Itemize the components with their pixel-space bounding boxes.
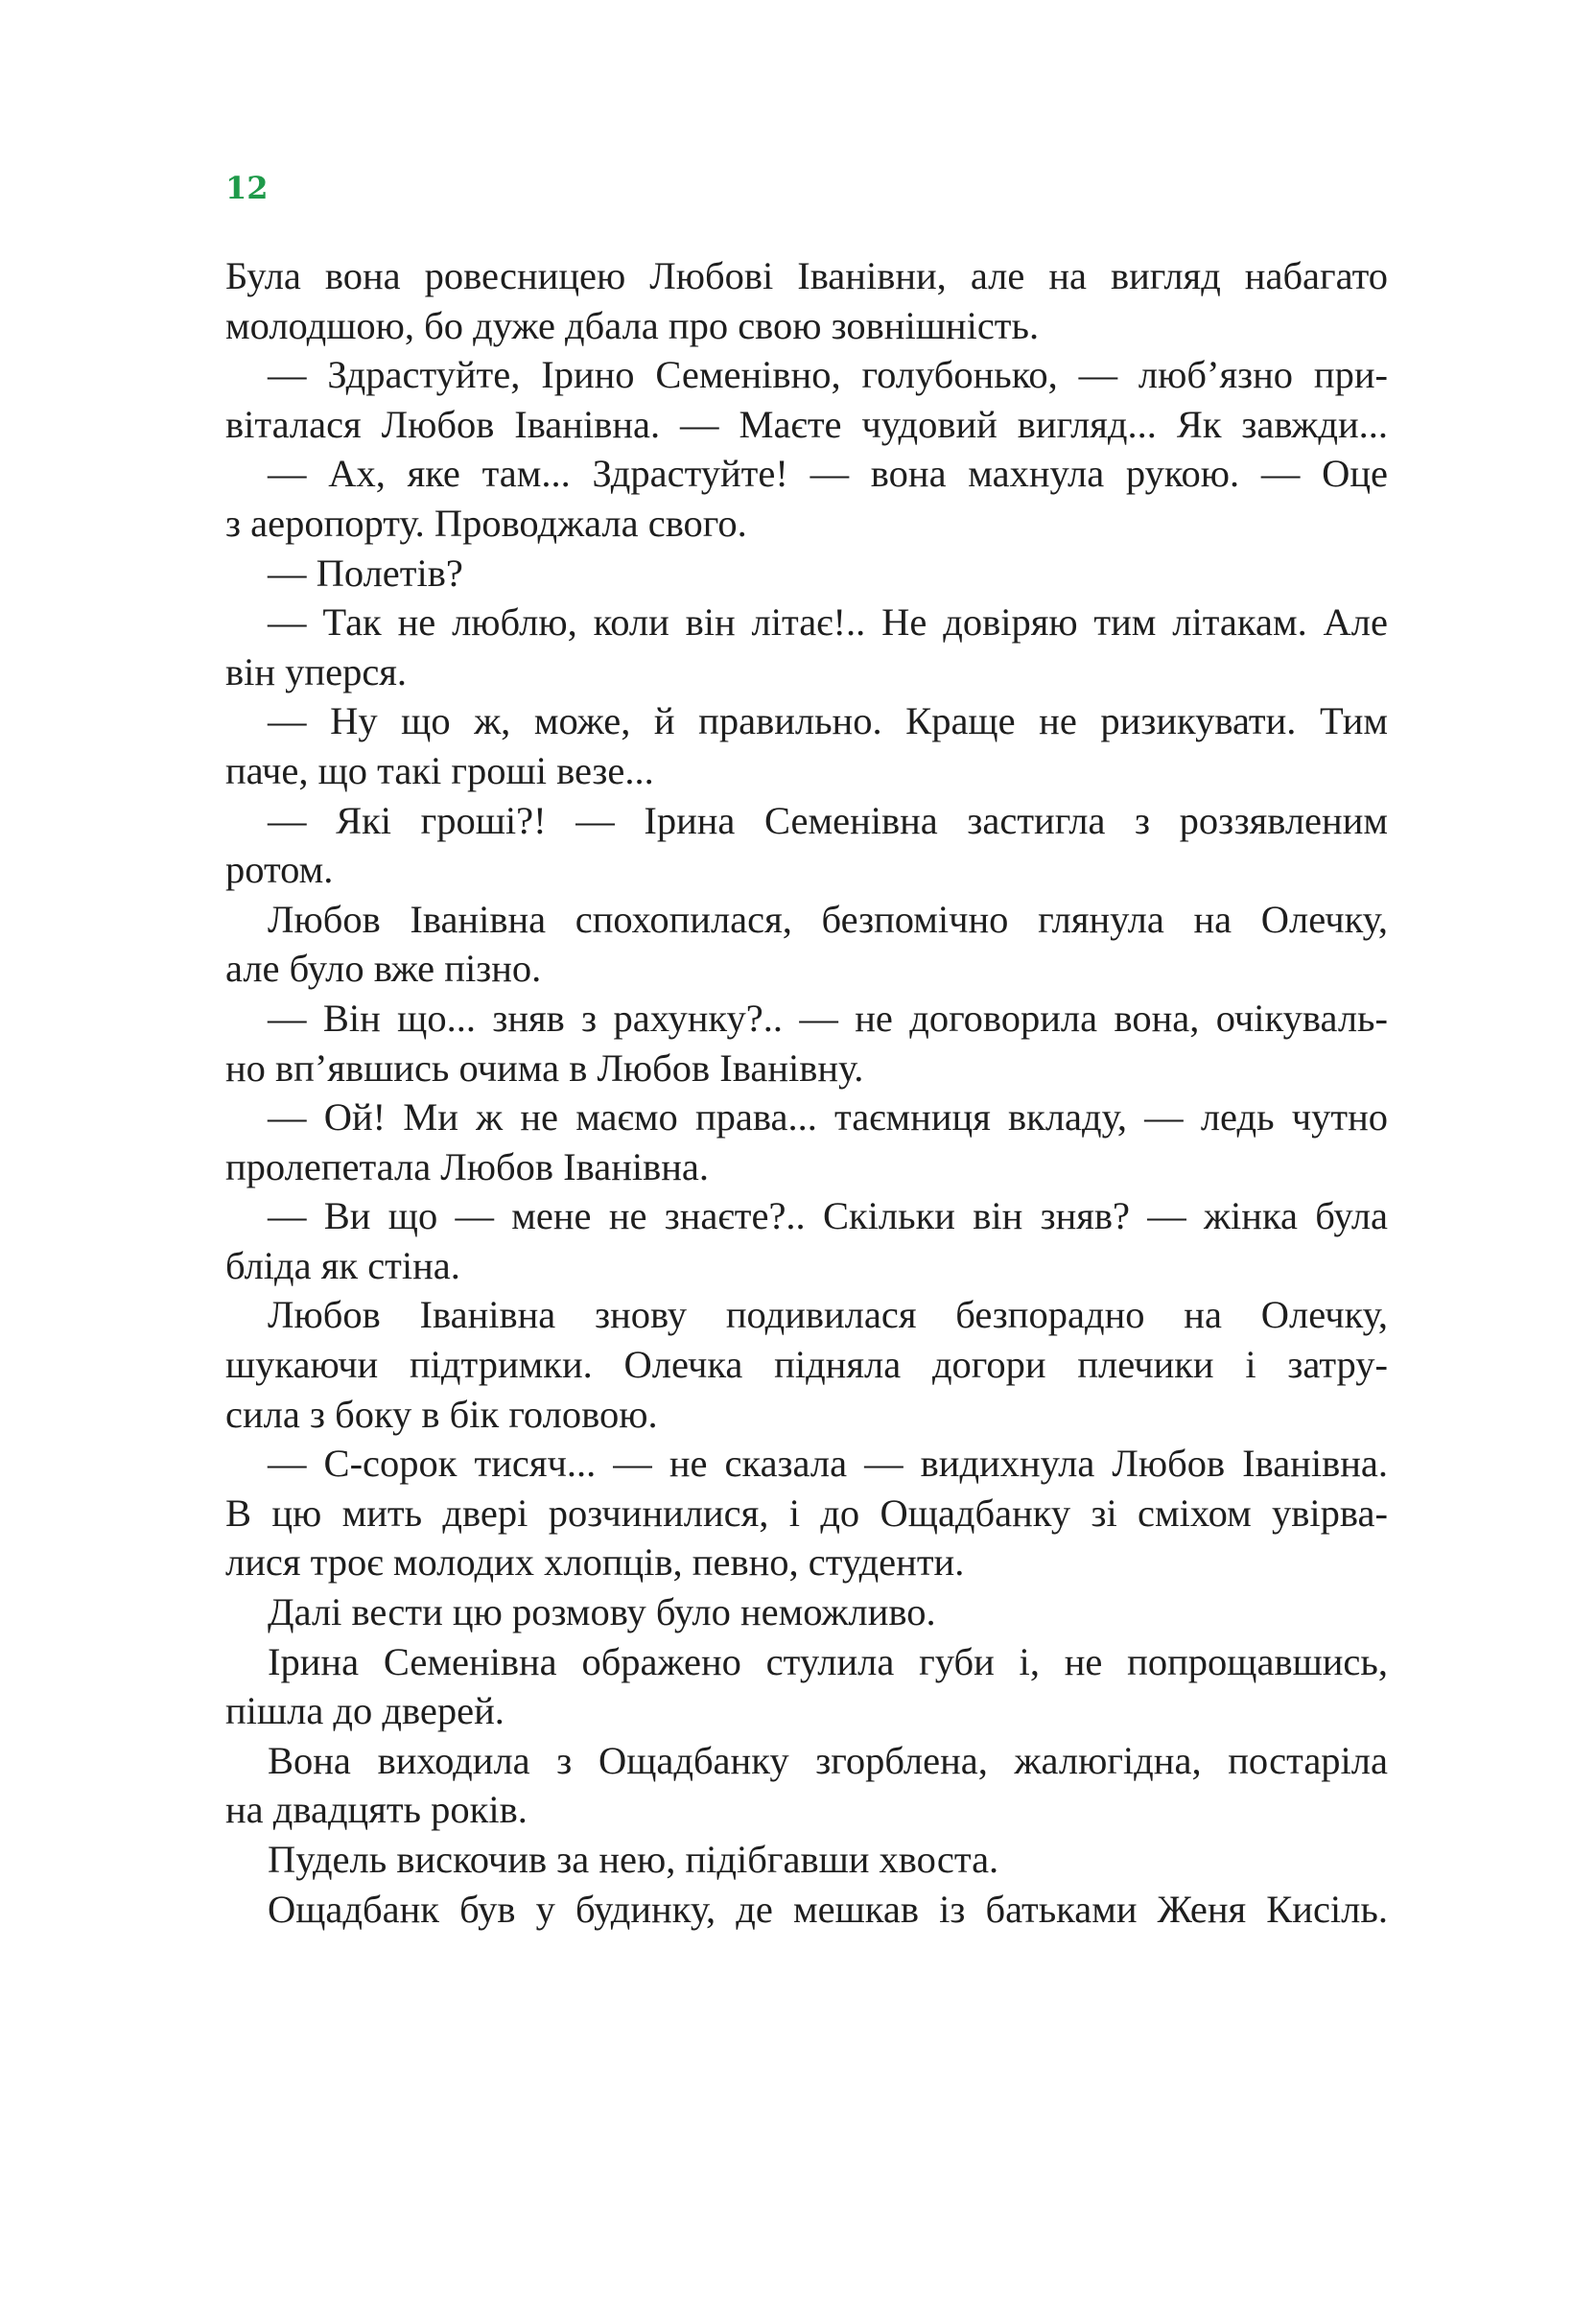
text-line: Вона виходила з Ощадбанку згорблена, жалюгідна, постаріла	[268, 1738, 1388, 1782]
text-line: лися троє молодих хлопців, певно, студенти.	[225, 1540, 965, 1585]
text-line: Ощадбанк був у будинку, де мешкав із батьками Женя Кисіль.	[268, 1887, 1388, 1931]
text-line: Любов Іванівна знову подивилася безпорадно на Олечку,	[268, 1293, 1388, 1337]
text-line: Далі вести цю розмову було неможливо.	[268, 1590, 936, 1634]
text-line: Любов Іванівна спохопилася, безпомічно глянула на Олечку,	[268, 897, 1388, 941]
text-line: бліда як стіна.	[225, 1243, 460, 1287]
text-line: — Полетів?	[268, 551, 463, 595]
text-line: на двадцять років.	[225, 1788, 528, 1832]
text-line: шукаючи підтримки. Олечка підняла догори плечики і затру-	[225, 1343, 1388, 1387]
text-line: сила з боку в бік головою.	[225, 1392, 658, 1436]
text-line: пішла до дверей.	[225, 1689, 505, 1733]
text-line: ротом.	[225, 848, 334, 892]
text-line: — Ой! Ми ж не маємо права... таємниця вкладу, — ледь чутно	[268, 1095, 1388, 1139]
text-line: з аеропорту. Проводжала свого.	[225, 501, 747, 545]
text-line: але було вже пізно.	[225, 947, 542, 991]
text-line: В цю мить двері розчинилися, і до Ощадбанку зі сміхом увірва-	[225, 1491, 1388, 1535]
text-line: молодшою, бо дуже дбала про свою зовнішність.	[225, 303, 1040, 347]
text-line: — Здрастуйте, Ірино Семенівно, голубонько, — люб’язно при-	[268, 353, 1388, 397]
text-line: віталася Любов Іванівна. — Маєте чудовий вигляд... Як завжди...	[225, 402, 1388, 446]
text-line: Пудель вискочив за нею, підібгавши хвоста.	[268, 1838, 999, 1881]
text-line: — Ви що — мене не знаєте?.. Скільки він зняв? — жінка була	[268, 1194, 1388, 1238]
page-number: 12	[225, 170, 269, 206]
text-line: — Ах, яке там... Здрастуйте! — вона махнула рукою. — Оце	[268, 452, 1388, 496]
body-text	[225, 251, 1388, 1934]
text-line: но вп’явшись очима в Любов Іванівну.	[225, 1045, 864, 1090]
text-line: пролепетала Любов Іванівна.	[225, 1144, 710, 1188]
text-line: Ірина Семенівна ображено стулила губи і, не попрощавшись,	[268, 1639, 1388, 1683]
text-line: він уперся.	[225, 649, 408, 693]
text-line: паче, що такі гроші везе...	[225, 748, 654, 792]
text-line: — Які гроші?! — Ірина Семенівна застигла з роззявленим	[268, 798, 1388, 842]
text-line: — Він що... зняв з рахунку?.. — не договорила вона, очікуваль-	[268, 996, 1388, 1040]
text-line: — С-сорок тисяч... — не сказала — видихнула Любов Іванівна.	[268, 1442, 1388, 1486]
text-line: Була вона ровесницею Любові Іванівни, але на вигляд набагато	[225, 254, 1388, 297]
text-line: — Так не люблю, коли він літає!.. Не довіряю тим літакам. Але	[268, 600, 1388, 645]
text-line: — Ну що ж, може, й правильно. Краще не ризикувати. Тим	[268, 699, 1388, 743]
